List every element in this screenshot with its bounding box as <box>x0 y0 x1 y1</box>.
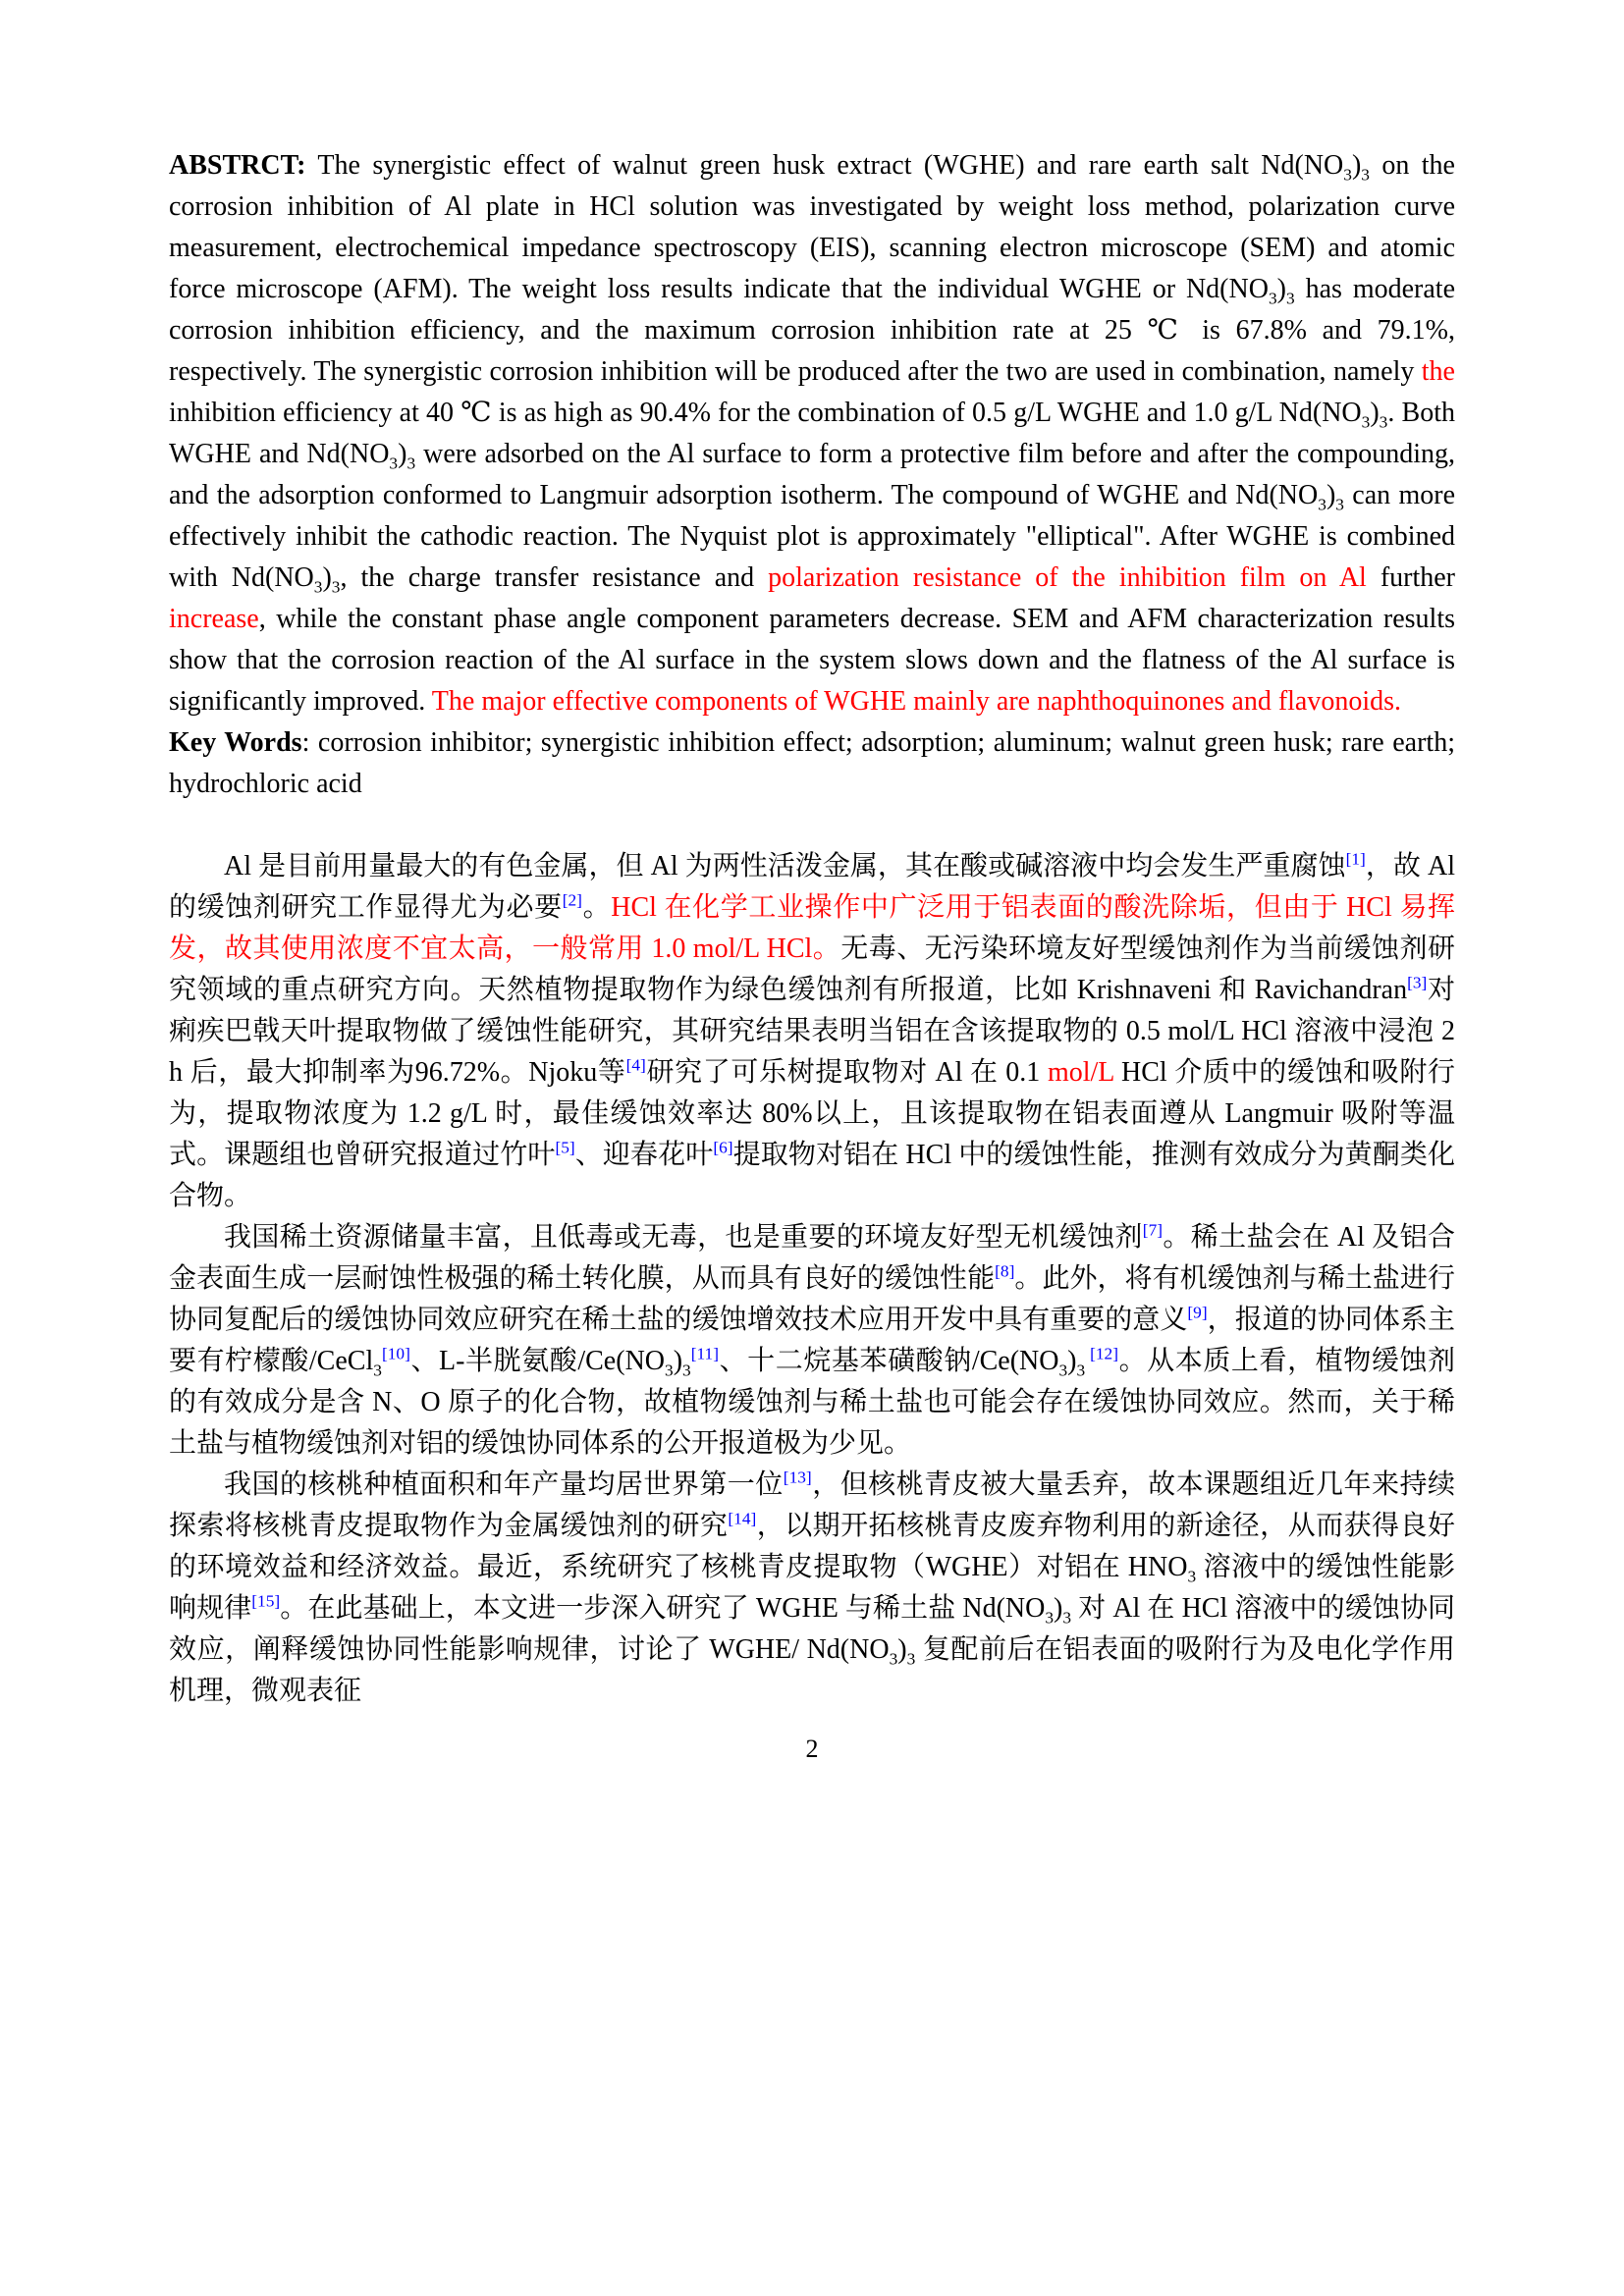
text-segment: ) <box>673 1346 683 1376</box>
text-segment: The synergistic effect of walnut green husk extract (WGHE) and rare earth salt Nd(NO <box>305 150 1344 181</box>
chemical-subscript: 3 <box>313 577 323 597</box>
text-segment: , while the constant phase angle component parameters decrease. SEM and AFM characterization results show that the corrosion reaction of the Al surface in the system slows down and the flatness of the Al surface is significantly improved. <box>169 604 1455 717</box>
abstract-paragraph <box>169 145 1455 722</box>
text-segment: Al 是目前用量最大的有色金属，但 Al 为两性活泼金属，其在酸或碱溶液中均会发生严重腐蚀 <box>224 851 1346 881</box>
chemical-subscript: 3 <box>1318 495 1326 514</box>
intro-paragraph-3 <box>169 1465 1455 1712</box>
citation-ref: [4] <box>625 1055 646 1075</box>
text-segment: 。稀土盐会在 Al 及铝合金表面生成一层耐蚀性极强的稀土转化膜，从而具有良好的缓蚀性能 <box>169 1222 1455 1294</box>
keywords-paragraph <box>169 722 1455 805</box>
text-segment: ) <box>398 439 407 469</box>
text-segment: . Both WGHE and Nd(NO <box>169 398 1455 469</box>
text-segment: inhibition efficiency at 40 ℃ is as high as 90.4% for the combination of 0.5 g/L WGHE and 1.0 g/L Nd(NO <box>169 398 1362 428</box>
text-segment: 复配前后在铝表面的吸附行为及电化学作用机理，微观表征 <box>169 1634 1455 1706</box>
document-body <box>169 145 1455 1712</box>
text-segment: 对 Al 在 HCl 溶液中的缓蚀协同效应，阐释缓蚀协同性能影响规律，讨论了 WGHE/ Nd(NO <box>169 1593 1455 1665</box>
chemical-subscript: 3 <box>406 454 416 473</box>
citation-ref: [1] <box>1345 849 1366 869</box>
chemical-subscript: 3 <box>682 1361 691 1380</box>
text-segment: can more effectively inhibit the cathodic reaction. The Nyquist plot is approximately "elliptical". After WGHE is combined with Nd(NO <box>169 480 1456 593</box>
chemical-subscript: 3 <box>1285 289 1295 308</box>
text-segment: the <box>1421 356 1455 387</box>
chemical-subscript: 3 <box>373 1361 382 1380</box>
text-segment: 。 <box>581 892 612 923</box>
intro-paragraph-1 <box>169 846 1455 1217</box>
citation-ref: [13] <box>783 1468 812 1487</box>
text-segment: 、迎春花叶 <box>574 1140 714 1170</box>
chemical-subscript: 3 <box>906 1649 916 1669</box>
citation-ref: [6] <box>713 1138 733 1157</box>
citation-ref: [11] <box>690 1344 719 1363</box>
citation-ref: [14] <box>728 1509 757 1528</box>
text-segment: 、十二烷基苯磺酸钠/Ce(NO <box>719 1346 1059 1376</box>
text-segment: 提取物对铝在 HCl 中的缓蚀性能，推测有效成分为黄酮类化合物。 <box>169 1140 1455 1211</box>
text-segment: ) <box>1351 150 1362 181</box>
chemical-subscript: 3 <box>1361 165 1370 185</box>
text-segment: ) <box>1326 480 1336 510</box>
text-segment: 对痢疾巴戟天叶提取物做了缓蚀性能研究，其研究结果表明当铝在含该提取物的 0.5 mol/L HCl 溶液中浸泡 2 h 后，最大抑制率为96.72%。Njoku等 <box>169 975 1455 1088</box>
text-segment: HCl 在化学工业操作中广泛用于铝表面的酸洗除垢，但由于 HCl 易挥发，故其使用浓度不宜太高，一般常用 1.0 mol/L HCl。 <box>169 892 1455 964</box>
text-segment: on the corrosion inhibition of Al plate in HCl solution was investigated by weight loss method, polarization curve measurement, electrochemical impedance spectroscopy (EIS), scanning electron microscope (SEM) and atomic force microscope (AFM). The weight loss results indicate that the individual WGHE or Nd(NO <box>169 150 1455 304</box>
text-segment: 无毒、无污染环境友好型缓蚀剂作为当前缓蚀剂研究领域的重点研究方向。天然植物提取物作为绿色缓蚀剂有所报道，比如 Krishnaveni 和 Ravichandran <box>169 934 1455 1005</box>
chemical-subscript: 3 <box>1076 1361 1086 1380</box>
text-segment: 、L-半胱氨酸/Ce(NO <box>409 1346 666 1376</box>
chemical-subscript: 3 <box>331 577 341 597</box>
text-segment: ) <box>1054 1593 1063 1624</box>
text-segment: ) <box>1067 1346 1077 1376</box>
chemical-subscript: 3 <box>1045 1608 1055 1628</box>
chemical-subscript: 3 <box>889 1649 898 1669</box>
text-segment: were adsorbed on the Al surface to form a protective film before and after the compounding, and the adsorption conformed to Langmuir adsorption isotherm. The compound of WGHE and Nd(NO <box>169 439 1455 510</box>
text-segment: ，以期开拓核桃青皮废弃物利用的新途径，从而获得良好的环境效益和经济效益。最近，系统研究了核桃青皮提取物（WGHE）对铝在 HNO <box>169 1511 1455 1582</box>
text-segment: : corrosion inhibitor; synergistic inhibition effect; adsorption; aluminum; walnut green husk; rare earth; hydrochloric acid <box>169 727 1455 799</box>
chemical-subscript: 3 <box>1361 412 1371 432</box>
chemical-subscript: 3 <box>1335 495 1344 514</box>
intro-paragraph-2 <box>169 1217 1455 1465</box>
text-segment: polarization resistance of the inhibition film on Al <box>768 562 1367 593</box>
text-segment: increase <box>169 604 259 634</box>
text-segment: Key Words <box>169 727 302 758</box>
text-segment: ) <box>1370 398 1380 428</box>
citation-ref: [3] <box>1407 973 1428 992</box>
text-segment: , the charge transfer resistance and <box>340 562 769 593</box>
text-segment: 。从本质上看，植物缓蚀剂的有效成分是含 N、O 原子的化合物，故植物缓蚀剂与稀土盐也可能会存在缓蚀协同效应。然而，关于稀土盐与植物缓蚀剂对铝的缓蚀协同体系的公开报道极为少见。 <box>169 1346 1455 1459</box>
text-segment: 。此外，将有机缓蚀剂与稀土盐进行协同复配后的缓蚀协同效应研究在稀土盐的缓蚀增效技术应用开发中具有重要的意义 <box>169 1263 1455 1335</box>
text-segment: 我国的核桃种植面积和年产量均居世界第一位 <box>224 1469 784 1500</box>
chemical-subscript: 3 <box>1062 1608 1072 1628</box>
chemical-subscript: 3 <box>1343 165 1352 185</box>
chemical-subscript: 3 <box>1058 1361 1068 1380</box>
text-segment: ) <box>897 1634 907 1665</box>
text-segment: ，报道的协同体系主要有柠檬酸/CeCl <box>169 1305 1455 1376</box>
citation-ref: [7] <box>1142 1220 1164 1240</box>
chemical-subscript: 3 <box>1187 1567 1197 1586</box>
text-segment: 我国稀土资源储量丰富，且低毒或无毒，也是重要的环境友好型无机缓蚀剂 <box>224 1222 1143 1253</box>
text-segment: has moderate corrosion inhibition efficiency, and the maximum corrosion inhibition rate at 25 ℃ is 67.8% and 79.1%, respectively. The synergistic corrosion inhibition will be produced after the two are used in combination, namely <box>169 274 1455 387</box>
text-segment: further <box>1366 562 1456 593</box>
citation-ref: [15] <box>251 1591 281 1611</box>
text-segment: ) <box>1276 274 1286 304</box>
text-segment: HCl 介质中的缓蚀和吸附行为，提取物浓度为 1.2 g/L 时，最佳缓蚀效率达 80%以上，且该提取物在铝表面遵从 Langmuir 吸附等温式。课题组也曾研究报道过竹叶 <box>169 1057 1455 1170</box>
citation-ref: [12] <box>1085 1344 1119 1363</box>
chemical-subscript: 3 <box>1379 412 1388 432</box>
page-footer <box>169 1732 1455 1767</box>
text-segment: 溶液中的缓蚀性能影响规律 <box>169 1552 1455 1624</box>
text-segment: ，但核桃青皮被大量丢弃，故本课题组近几年来持续探索将核桃青皮提取物作为金属缓蚀剂的研究 <box>169 1469 1455 1541</box>
text-segment: The major effective components of WGHE mainly are naphthoquinones and flavonoids. <box>431 686 1402 717</box>
text-segment: ，故 Al 的缓蚀剂研究工作显得尤为必要 <box>169 851 1455 923</box>
citation-ref: [9] <box>1187 1303 1208 1322</box>
chemical-subscript: 3 <box>1268 289 1277 308</box>
chemical-subscript: 3 <box>389 454 399 473</box>
citation-ref: [10] <box>381 1344 410 1363</box>
citation-ref: [8] <box>995 1261 1015 1281</box>
chemical-subscript: 3 <box>665 1361 674 1380</box>
text-segment: 研究了可乐树提取物对 Al 在 0.1 <box>645 1057 1048 1088</box>
text-segment: ABSTRCT: <box>169 150 306 181</box>
citation-ref: [2] <box>562 890 582 910</box>
text-segment: 。在此基础上，本文进一步深入研究了 WGHE 与稀土盐 Nd(NO <box>280 1593 1046 1624</box>
citation-ref: [5] <box>555 1138 575 1157</box>
text-segment: ) <box>322 562 332 593</box>
text-segment: mol/L <box>1047 1057 1114 1088</box>
page-number: 2 <box>805 1735 819 1763</box>
